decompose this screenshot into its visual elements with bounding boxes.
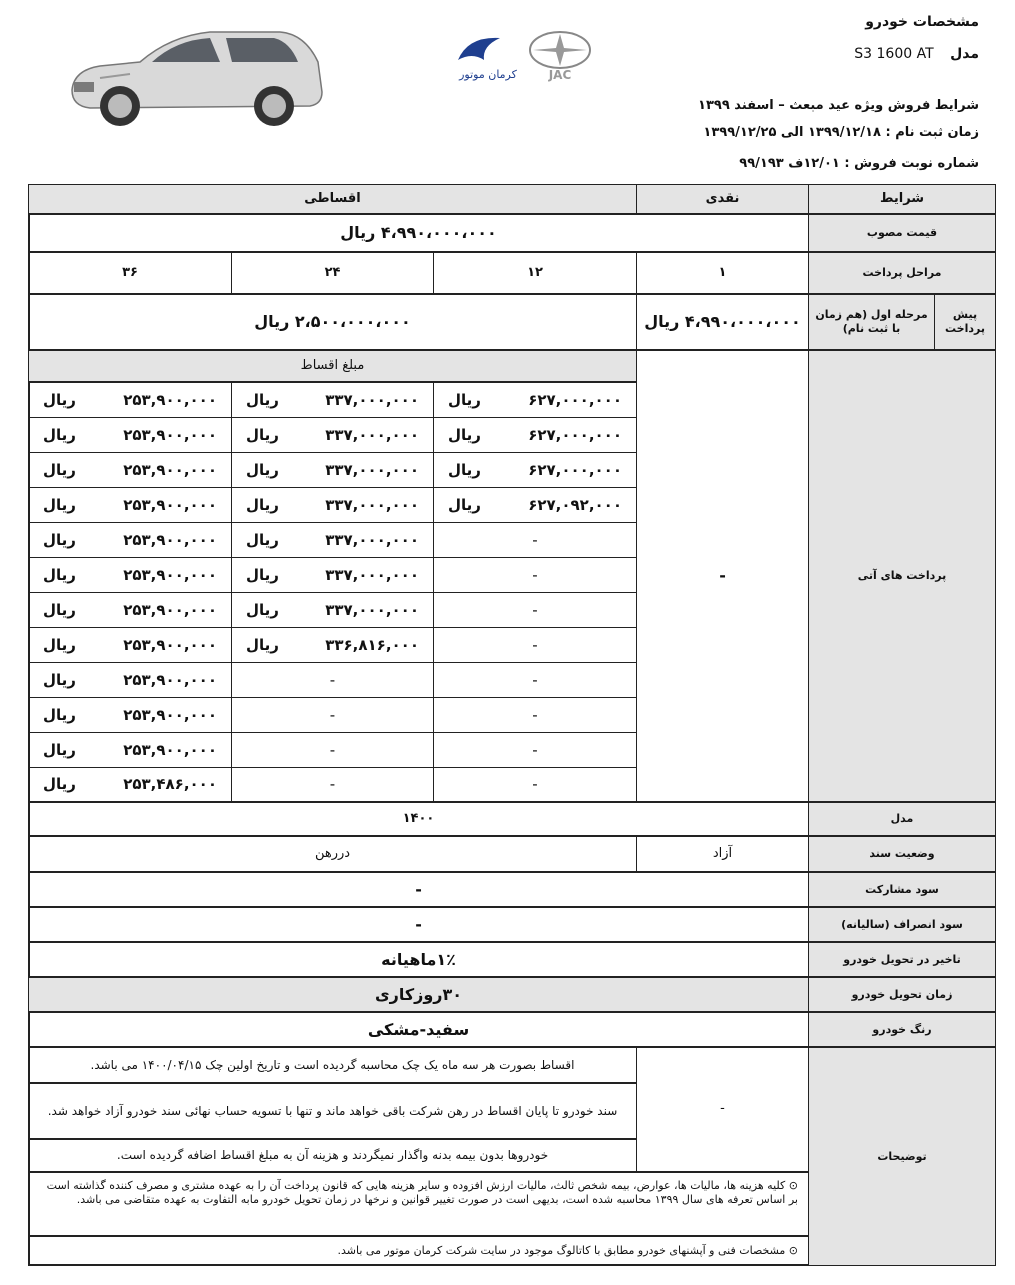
sale-round: شماره نوبت فروش : ۱۲/۰۱ف ۹۹/۱۹۳ bbox=[739, 156, 979, 171]
installment-cell bbox=[28, 592, 232, 628]
currency-label: ریال bbox=[246, 600, 279, 619]
installment-amount: ۲۵۳,۹۰۰,۰۰۰ bbox=[123, 635, 217, 654]
installment-cell bbox=[433, 382, 637, 418]
installment-empty: - bbox=[532, 775, 538, 794]
installment-cell bbox=[28, 417, 232, 453]
installment-empty: - bbox=[329, 740, 336, 759]
currency-label: ریال bbox=[43, 495, 76, 514]
currency-label: ریال bbox=[448, 390, 481, 409]
footnote-2: ⊙ مشخصات فنی و آپشنهای خودرو مطابق با کاتالوگ موجود در سایت شرکت کرمان موتور می باشد. bbox=[28, 1236, 809, 1266]
installment-amount: ۳۳۷,۰۰۰,۰۰۰ bbox=[325, 390, 419, 409]
installment-cell bbox=[28, 487, 232, 523]
stage-24: ۲۴ bbox=[231, 252, 434, 294]
installment-cell bbox=[28, 767, 232, 802]
installment-empty: - bbox=[532, 600, 538, 619]
installment-cell bbox=[28, 522, 232, 558]
prepay-label: پیش پرداخت bbox=[934, 294, 996, 350]
partnership-value: - bbox=[28, 872, 809, 907]
approved-price-label: قیمت مصوب bbox=[808, 214, 996, 252]
currency-label: ریال bbox=[43, 425, 76, 444]
note-3: خودروها بدون بیمه بدنه واگذار نمیگردند و هزینه آن به مبلغ اقساط اضافه گردیده است. bbox=[28, 1139, 637, 1172]
installment-cell bbox=[28, 732, 232, 768]
stages-label: مراحل پرداخت bbox=[808, 252, 996, 294]
installment-empty: - bbox=[532, 740, 538, 759]
currency-label: ریال bbox=[43, 390, 76, 409]
future-payments-label: پرداخت های آتی bbox=[808, 350, 996, 802]
installment-amount: ۲۵۳,۹۰۰,۰۰۰ bbox=[123, 495, 217, 514]
installment-amount: ۳۳۷,۰۰۰,۰۰۰ bbox=[325, 600, 419, 619]
installment-amount: ۲۵۳,۹۰۰,۰۰۰ bbox=[123, 460, 217, 479]
first-stage-label: مرحله اول (هم زمان با ثبت نام) bbox=[808, 294, 935, 350]
currency-label: ریال bbox=[43, 705, 76, 724]
stage-36: ۳۶ bbox=[28, 252, 232, 294]
installment-empty: - bbox=[532, 635, 538, 654]
installment-amount: ۶۲۷,۰۰۰,۰۰۰ bbox=[528, 460, 622, 479]
installment-cell bbox=[433, 732, 637, 768]
model-year-value: ۱۴۰۰ bbox=[28, 802, 809, 836]
notes-label: توضیحات bbox=[808, 1047, 996, 1266]
delay-value: ۱٪ماهیانه bbox=[28, 942, 809, 977]
installment-empty: - bbox=[532, 565, 538, 584]
installment-cell bbox=[433, 487, 637, 523]
currency-label: ریال bbox=[246, 635, 279, 654]
currency-label: ریال bbox=[43, 530, 76, 549]
installment-cell bbox=[231, 732, 434, 768]
page-title: مشخصات خودرو bbox=[865, 14, 979, 30]
installment-cell bbox=[231, 522, 434, 558]
currency-label: ریال bbox=[43, 635, 76, 654]
installment-cell bbox=[28, 557, 232, 593]
approved-price-value: ۴،۹۹۰،۰۰۰،۰۰۰ ریال bbox=[28, 214, 809, 252]
model-value: S3 1600 AT bbox=[854, 46, 934, 62]
installment-cell bbox=[433, 452, 637, 488]
installment-cell bbox=[433, 592, 637, 628]
currency-label: ریال bbox=[448, 425, 481, 444]
installment-cell bbox=[28, 452, 232, 488]
installment-amount: ۳۳۶,۸۱۶,۰۰۰ bbox=[325, 635, 419, 654]
installment-cell bbox=[231, 592, 434, 628]
stage-1: ۱ bbox=[636, 252, 809, 294]
installment-amount: ۳۳۷,۰۰۰,۰۰۰ bbox=[325, 425, 419, 444]
installment-amount: ۶۲۷,۰۹۲,۰۰۰ bbox=[528, 495, 622, 514]
kerman-motor-logo-text: کرمان موتور bbox=[459, 68, 517, 81]
cancel-value: - bbox=[28, 907, 809, 942]
installment-empty: - bbox=[532, 530, 538, 549]
jac-logo-text: JAC bbox=[548, 68, 572, 82]
currency-label: ریال bbox=[43, 670, 76, 689]
cancel-label: سود انصراف (سالیانه) bbox=[808, 907, 996, 942]
installment-amount-label: مبلغ اقساط bbox=[28, 350, 637, 382]
currency-label: ریال bbox=[448, 495, 481, 514]
delay-label: تاخیر در تحویل خودرو bbox=[808, 942, 996, 977]
installment-amount: ۶۲۷,۰۰۰,۰۰۰ bbox=[528, 390, 622, 409]
installment-cell bbox=[231, 767, 434, 802]
stage-12: ۱۲ bbox=[433, 252, 637, 294]
installment-amount: ۲۵۳,۴۸۶,۰۰۰ bbox=[123, 775, 217, 794]
installment-cell bbox=[28, 627, 232, 663]
model-label: مدل bbox=[950, 46, 979, 62]
installment-cell bbox=[231, 382, 434, 418]
installment-cell bbox=[231, 697, 434, 733]
currency-label: ریال bbox=[43, 460, 76, 479]
note-1: اقساط بصورت هر سه ماه یک چک محاسبه گردیده است و تاریخ اولین چک ۱۴۰۰/۰۴/۱۵ می باشد. bbox=[28, 1047, 637, 1083]
installment-empty: - bbox=[532, 670, 538, 689]
installment-amount: ۲۵۳,۹۰۰,۰۰۰ bbox=[123, 740, 217, 759]
installment-amount: ۳۳۷,۰۰۰,۰۰۰ bbox=[325, 530, 419, 549]
doc-status-label: وضعیت سند bbox=[808, 836, 996, 872]
currency-label: ریال bbox=[246, 565, 279, 584]
installment-amount: ۳۳۷,۰۰۰,۰۰۰ bbox=[325, 460, 419, 479]
currency-label: ریال bbox=[246, 425, 279, 444]
currency-label: ریال bbox=[43, 740, 76, 759]
currency-label: ریال bbox=[43, 775, 76, 794]
installment-amount: ۲۵۳,۹۰۰,۰۰۰ bbox=[123, 705, 217, 724]
future-payments-cash: - bbox=[636, 350, 809, 802]
car-image bbox=[60, 22, 330, 132]
installment-amount: ۳۳۷,۰۰۰,۰۰۰ bbox=[325, 565, 419, 584]
model-year-label: مدل bbox=[808, 802, 996, 836]
installment-cell bbox=[433, 557, 637, 593]
installment-cell bbox=[231, 417, 434, 453]
installment-cell bbox=[231, 487, 434, 523]
notes-cash: - bbox=[636, 1047, 809, 1172]
installment-amount: ۶۲۷,۰۰۰,۰۰۰ bbox=[528, 425, 622, 444]
header-conditions: شرایط bbox=[808, 184, 996, 214]
header-cash: نقدی bbox=[636, 184, 809, 214]
currency-label: ریال bbox=[43, 600, 76, 619]
partnership-label: سود مشارکت bbox=[808, 872, 996, 907]
installment-amount: ۲۵۳,۹۰۰,۰۰۰ bbox=[123, 565, 217, 584]
registration-period: زمان ثبت نام : ۱۳۹۹/۱۲/۱۸ الی ۱۳۹۹/۱۲/۲۵ bbox=[703, 125, 979, 140]
doc-status-cash: آزاد bbox=[636, 836, 809, 872]
installment-empty: - bbox=[532, 705, 538, 724]
header-installment: اقساطی bbox=[28, 184, 637, 214]
installment-cell bbox=[28, 382, 232, 418]
footnote-1: ⊙ کلیه هزینه ها، مالیات ها، عوارض، بیمه شخص ثالث، مالیات ارزش افزوده و سایر هزینه هایی که قانون پرداخت آن را به عهده مشتری و مصرف کننده گذاشته است بر اساس تعرفه های سال ۱۳۹۹ محاسبه شده است، بدیهی است در صورت تغییر قوانین و نرخها در زمان تحویل خودرو مابه التفاوت به عهده متقاضی می باشد. bbox=[28, 1172, 809, 1236]
delivery-value: ۳۰روزکاری bbox=[28, 977, 809, 1012]
installment-cell bbox=[28, 697, 232, 733]
installment-cell bbox=[231, 452, 434, 488]
installment-amount: ۳۳۷,۰۰۰,۰۰۰ bbox=[325, 495, 419, 514]
installment-amount: ۲۵۳,۹۰۰,۰۰۰ bbox=[123, 530, 217, 549]
installment-cell bbox=[433, 697, 637, 733]
currency-label: ریال bbox=[43, 565, 76, 584]
installment-cell bbox=[231, 627, 434, 663]
installment-cell bbox=[433, 522, 637, 558]
installment-cell bbox=[433, 417, 637, 453]
installment-cell bbox=[231, 662, 434, 698]
installment-amount: ۲۵۳,۹۰۰,۰۰۰ bbox=[123, 390, 217, 409]
currency-label: ریال bbox=[246, 390, 279, 409]
prepay-cash: ۴،۹۹۰،۰۰۰،۰۰۰ ریال bbox=[636, 294, 809, 350]
prepay-installment: ۲،۵۰۰،۰۰۰،۰۰۰ ریال bbox=[28, 294, 637, 350]
color-value: سفید-مشکی bbox=[28, 1012, 809, 1047]
delivery-label: زمان تحویل خودرو bbox=[808, 977, 996, 1012]
jac-logo bbox=[525, 28, 595, 83]
installment-cell bbox=[433, 627, 637, 663]
currency-label: ریال bbox=[448, 460, 481, 479]
installment-cell bbox=[231, 557, 434, 593]
installment-amount: ۲۵۳,۹۰۰,۰۰۰ bbox=[123, 670, 217, 689]
installment-amount: ۲۵۳,۹۰۰,۰۰۰ bbox=[123, 425, 217, 444]
kerman-motor-logo bbox=[448, 30, 528, 85]
installment-cell bbox=[433, 662, 637, 698]
sale-conditions: شرایط فروش ویژه عید مبعث – اسفند ۱۳۹۹ bbox=[698, 98, 979, 113]
color-label: رنگ خودرو bbox=[808, 1012, 996, 1047]
installment-cell bbox=[28, 662, 232, 698]
note-2: سند خودرو تا پایان اقساط در رهن شرکت باقی خواهد ماند و تنها با تسویه حساب نهائی سند خودرو آزاد خواهد شد. bbox=[28, 1083, 637, 1139]
currency-label: ریال bbox=[246, 460, 279, 479]
installment-empty: - bbox=[329, 775, 336, 794]
doc-status-installment: دررهن bbox=[28, 836, 637, 872]
installment-cell bbox=[433, 767, 637, 802]
installment-empty: - bbox=[329, 705, 336, 724]
installment-amount: ۲۵۳,۹۰۰,۰۰۰ bbox=[123, 600, 217, 619]
currency-label: ریال bbox=[246, 495, 279, 514]
model-line bbox=[854, 46, 979, 62]
installment-empty: - bbox=[329, 670, 336, 689]
currency-label: ریال bbox=[246, 530, 279, 549]
